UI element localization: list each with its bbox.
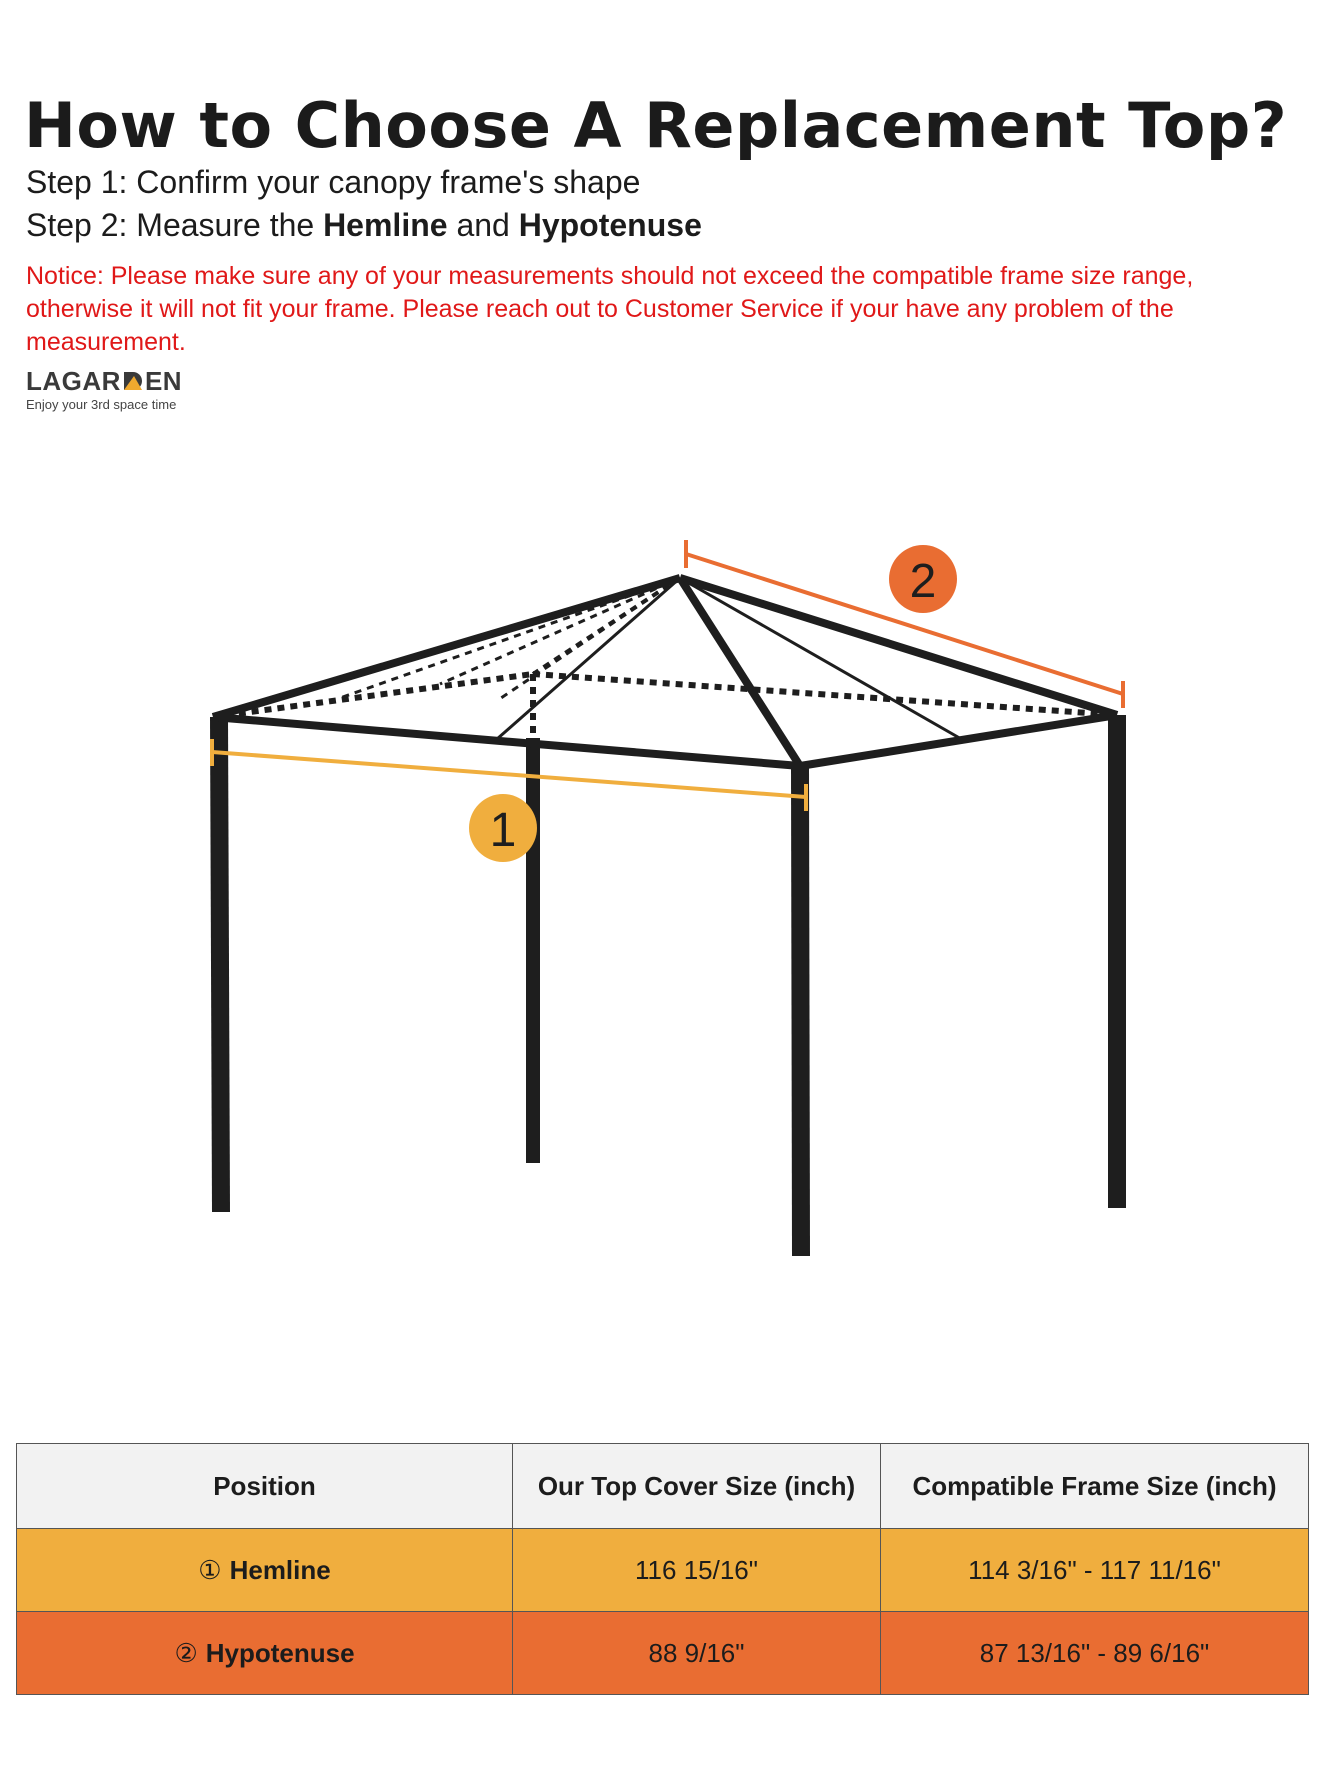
dashed-edge — [440, 578, 680, 684]
logo-tagline: Enjoy your 3rd space time — [26, 397, 177, 412]
beam-front-right — [800, 715, 1117, 766]
position-cell — [17, 1529, 513, 1612]
header-position: Position — [17, 1444, 513, 1529]
header-frame-size: Compatible Frame Size (inch) — [881, 1444, 1309, 1529]
logo-text-right: EN — [144, 366, 183, 396]
hemline-marker-number: 1 — [489, 804, 517, 857]
brand-logo — [26, 367, 182, 412]
hypotenuse-marker-number: 2 — [909, 555, 937, 608]
step-1-text: Step 1: Confirm your canopy frame's shape — [26, 164, 641, 200]
position-cell — [17, 1612, 513, 1695]
position-label: Hypotenuse — [205, 1637, 355, 1668]
dashed-edge — [533, 674, 1117, 715]
position-label: Hemline — [229, 1554, 331, 1585]
table-row-hemline — [17, 1529, 1309, 1612]
row-number-icon: ① — [198, 1554, 222, 1585]
frame-size-cell: 87 13/16" - 89 6/16" — [881, 1612, 1309, 1695]
step-2-join: and — [447, 207, 519, 243]
step-2-text — [26, 205, 702, 245]
cover-size-cell: 116 15/16" — [513, 1529, 881, 1612]
logo-d-mark-icon — [122, 370, 144, 392]
table-row-hypotenuse — [17, 1612, 1309, 1695]
canopy-frame — [213, 578, 1117, 1256]
frame-leg-front-left — [219, 717, 221, 1212]
logo-text-left: LAGAR — [26, 366, 121, 396]
step-2-prefix: Step 2: Measure the — [26, 207, 324, 243]
row-number-icon: ② — [174, 1637, 198, 1668]
table-header-row — [17, 1444, 1309, 1529]
step-2-hypotenuse-term: Hypotenuse — [518, 207, 702, 243]
frame-leg-front-middle — [800, 766, 801, 1256]
cover-size-cell: 88 9/16" — [513, 1612, 881, 1695]
canopy-frame-diagram — [0, 520, 1340, 1280]
roof-edge-left — [213, 578, 680, 717]
dashed-edge — [213, 674, 533, 717]
notice-text: Notice: Please make sure any of your measurements should not exceed the compatible frame size range, otherwise it will not fit your frame. Please reach out to Customer Service if your have any problem of the measurement. — [26, 262, 1194, 356]
step-2-hemline-term: Hemline — [323, 207, 448, 243]
size-table — [16, 1443, 1309, 1695]
header-cover-size: Our Top Cover Size (inch) — [513, 1444, 881, 1529]
page-title: How to Choose A Replacement Top? — [24, 89, 1288, 162]
frame-size-cell: 114 3/16" - 117 11/16" — [881, 1529, 1309, 1612]
